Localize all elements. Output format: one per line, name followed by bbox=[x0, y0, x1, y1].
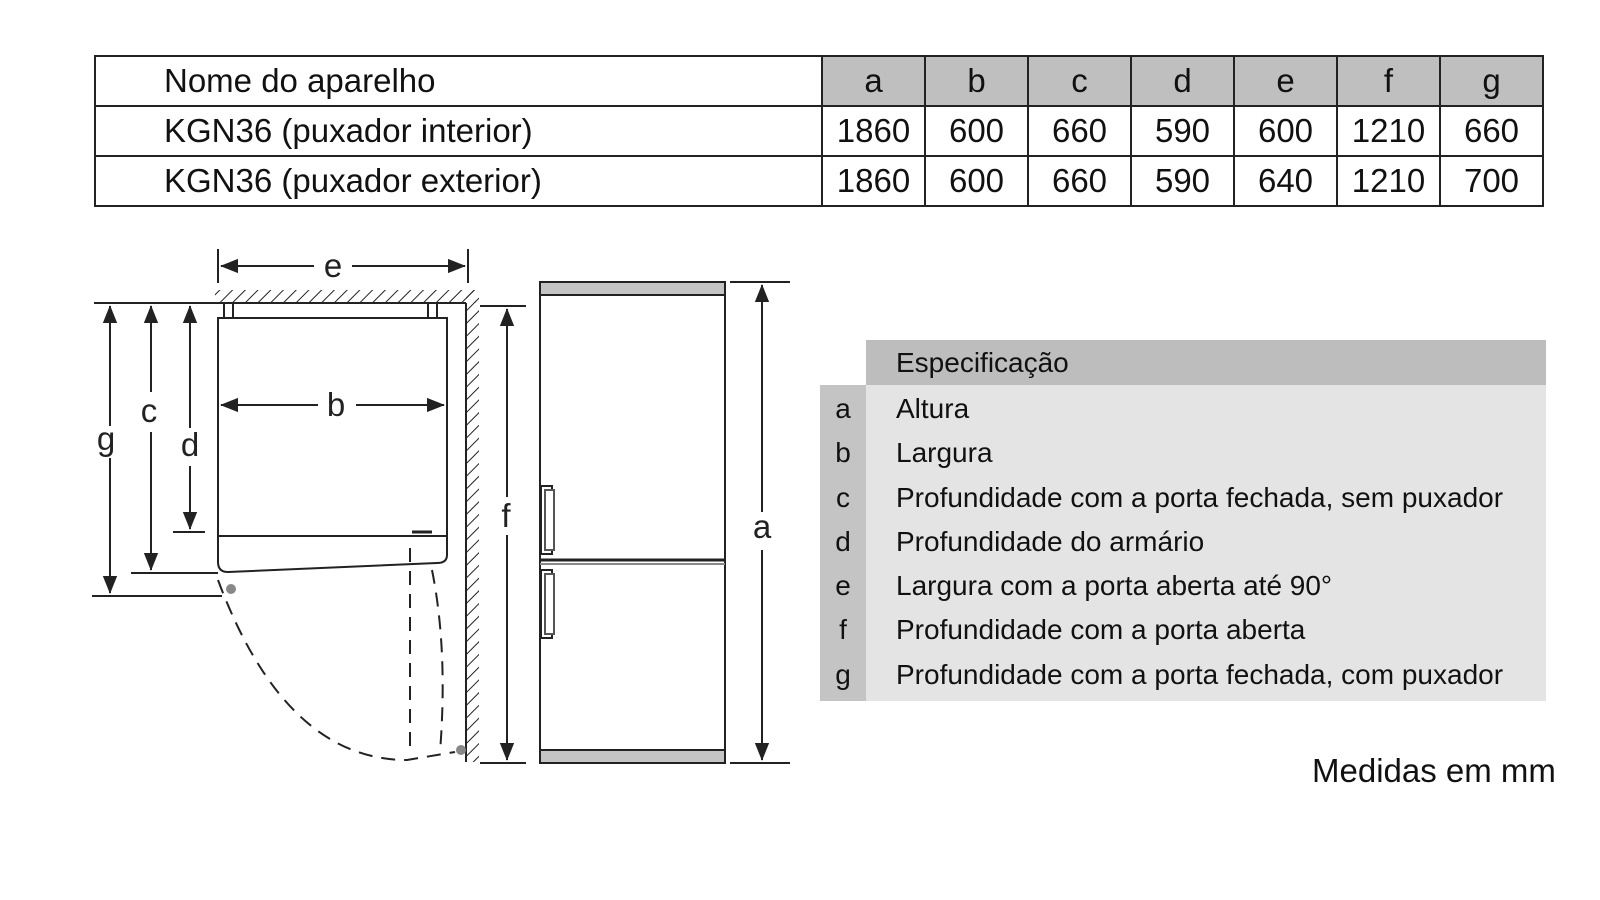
cell-g: 660 bbox=[1440, 106, 1543, 156]
column-header-f: f bbox=[1337, 56, 1440, 106]
legend-letter-a: a bbox=[835, 393, 851, 424]
cell-d: 590 bbox=[1131, 156, 1234, 206]
cell-b: 600 bbox=[925, 156, 1028, 206]
spacer-left bbox=[224, 303, 233, 318]
cabinet-body bbox=[218, 318, 447, 536]
column-header-c: c bbox=[1028, 56, 1131, 106]
door-edge-point bbox=[457, 746, 465, 754]
top-view bbox=[92, 247, 526, 763]
label-c: c bbox=[140, 392, 158, 429]
column-header-a: a bbox=[822, 56, 925, 106]
legend-letter-column bbox=[820, 385, 866, 701]
door-open-line-2 bbox=[432, 570, 443, 752]
spacer-right bbox=[428, 303, 437, 318]
label-e: e bbox=[323, 247, 343, 284]
wall-hatch-side bbox=[466, 290, 479, 762]
row-name: KGN36 (puxador exterior) bbox=[95, 156, 822, 206]
lower-handle-inner bbox=[545, 574, 554, 634]
cell-e: 600 bbox=[1234, 106, 1337, 156]
column-header-name: Nome do aparelho bbox=[95, 56, 822, 106]
legend-text-d: Profundidade do armário bbox=[896, 525, 1205, 557]
legend-text-c: Profundidade com a porta fechada, sem puxador bbox=[896, 481, 1504, 513]
door-swing-arc bbox=[218, 580, 455, 760]
cell-a: 1860 bbox=[822, 156, 925, 206]
hinge-point bbox=[227, 585, 235, 593]
cell-g: 700 bbox=[1440, 156, 1543, 206]
legend-text-b: Largura bbox=[896, 437, 993, 469]
cell-b: 600 bbox=[925, 106, 1028, 156]
top-panel bbox=[540, 282, 725, 295]
cell-c: 660 bbox=[1028, 106, 1131, 156]
door-closed bbox=[218, 536, 447, 572]
legend-text-a: Altura bbox=[896, 393, 970, 424]
column-header-g: g bbox=[1440, 56, 1543, 106]
row-name: KGN36 (puxador interior) bbox=[95, 106, 822, 156]
legend-letter-c: c bbox=[836, 481, 850, 513]
cell-d: 590 bbox=[1131, 106, 1234, 156]
legend-text-e: Largura com a porta aberta até 90° bbox=[896, 570, 1333, 602]
label-b: b bbox=[326, 386, 346, 423]
legend-letter-b: b bbox=[835, 437, 851, 469]
legend-text-column bbox=[866, 385, 1546, 701]
label-f: f bbox=[501, 497, 511, 534]
column-header-b: b bbox=[925, 56, 1028, 106]
label-g: g bbox=[96, 420, 116, 457]
column-header-d: d bbox=[1131, 56, 1234, 106]
legend-text-f: Profundidade com a porta aberta bbox=[896, 614, 1306, 646]
legend-letter-d: d bbox=[835, 525, 851, 557]
units-note: Medidas em mm bbox=[1312, 752, 1556, 789]
cell-e: 640 bbox=[1234, 156, 1337, 206]
cell-f: 1210 bbox=[1337, 106, 1440, 156]
base-panel bbox=[540, 750, 725, 763]
legend-text-g: Profundidade com a porta fechada, com puxador bbox=[896, 658, 1504, 690]
side-view bbox=[540, 282, 790, 763]
cell-a: 1860 bbox=[822, 106, 925, 156]
legend-letter-e: e bbox=[835, 570, 851, 602]
specification-legend bbox=[820, 340, 1546, 701]
legend-letter-f: f bbox=[839, 614, 847, 646]
label-d: d bbox=[180, 426, 200, 463]
legend-letter-g: g bbox=[835, 658, 851, 690]
cell-c: 660 bbox=[1028, 156, 1131, 206]
cell-f: 1210 bbox=[1337, 156, 1440, 206]
upper-handle-inner bbox=[545, 490, 554, 550]
column-header-e: e bbox=[1234, 56, 1337, 106]
specification-title: Especificação bbox=[866, 340, 1546, 385]
wall-hatch-top bbox=[215, 290, 476, 303]
appliance-body bbox=[540, 282, 725, 763]
label-a: a bbox=[752, 508, 772, 545]
